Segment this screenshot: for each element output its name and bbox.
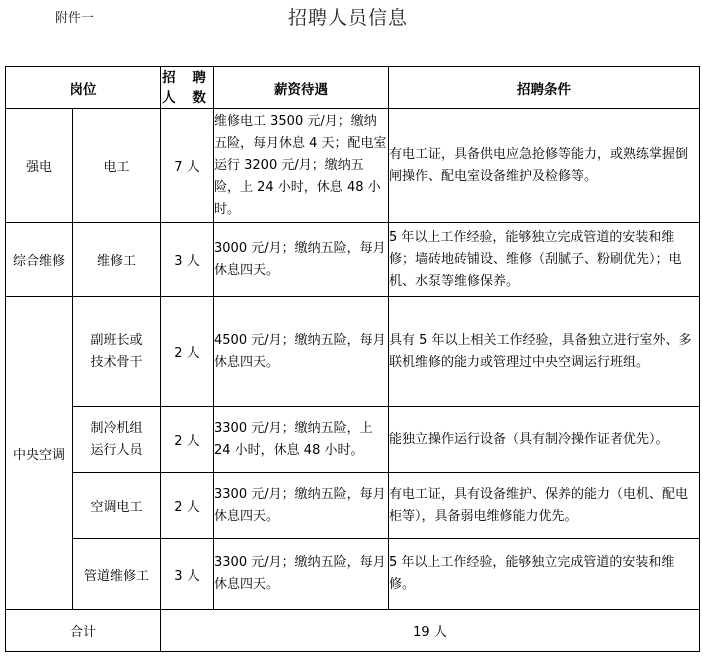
- position-cell: 管道维修工: [73, 539, 161, 610]
- count-cell: 2 人: [161, 407, 214, 473]
- count-cell: 3 人: [161, 539, 214, 610]
- salary-cell: 3000 元/月；缴纳五险，每月休息四天。: [214, 223, 389, 297]
- total-row: [6, 610, 700, 652]
- table-row: [6, 223, 700, 297]
- position-cell: [73, 407, 161, 473]
- table-row: [6, 109, 700, 223]
- recruitment-table: [5, 66, 700, 652]
- requirements-cell: 有电工证，具有设备维护、保养的能力（电机、配电柜等），具备弱电维修能力优先。: [389, 473, 700, 539]
- position-line: 运行人员: [90, 442, 143, 458]
- position-cell: 维修工: [73, 223, 161, 297]
- salary-cell: 4500 元/月；缴纳五险，每月休息四天。: [214, 297, 389, 407]
- category-cell: 中央空调: [6, 297, 73, 610]
- count-cell: 3 人: [161, 223, 214, 297]
- table-row: [6, 473, 700, 539]
- count-cell: 2 人: [161, 473, 214, 539]
- requirements-cell: 具有 5 年以上相关工作经验，具备独立进行室外、多联机维修的能力或管理过中央空调运行班组。: [389, 297, 700, 407]
- position-line: 技术骨干: [90, 354, 143, 370]
- requirements-cell: 5 年以上工作经验，能够独立完成管道的安装和维修；墙砖地砖铺设、维修（刮腻子、粉刷优先）；电机、水泵等维修保养。: [389, 223, 700, 297]
- total-value: 19 人: [161, 610, 700, 652]
- position-cell: 空调电工: [73, 473, 161, 539]
- requirements-cell: 5 年以上工作经验，能够独立完成管道的安装和维修。: [389, 539, 700, 610]
- position-cell: [73, 297, 161, 407]
- document-title: 招聘人员信息: [288, 7, 409, 29]
- requirements-cell: 有电工证，具备供电应急抢修等能力，或熟练掌握倒闸操作、配电室设备维护及检修等。: [389, 109, 700, 223]
- salary-cell: 3300 元/月；缴纳五险，上 24 小时，休息 48 小时。: [214, 407, 389, 473]
- table-row: [6, 407, 700, 473]
- header-count-line2: 人 数: [162, 89, 212, 106]
- salary-cell: 3300 元/月；缴纳五险，每月休息四天。: [214, 539, 389, 610]
- table-row: [6, 539, 700, 610]
- category-cell: 综合维修: [6, 223, 73, 297]
- count-cell: 7 人: [161, 109, 214, 223]
- position-cell: 电工: [73, 109, 161, 223]
- header-requirements: 招聘条件: [389, 67, 700, 109]
- position-line: 制冷机组: [90, 420, 143, 436]
- category-cell: 强电: [6, 109, 73, 223]
- salary-cell: 维修电工 3500 元/月；缴纳五险，每月休息 4 天；配电室运行 3200 元/月；缴纳五险，上 24 小时，休息 48 小时。: [214, 109, 389, 223]
- header-count: [161, 67, 214, 109]
- position-line: 副班长或: [90, 332, 143, 348]
- table-header-row: [6, 67, 700, 109]
- total-label: 合计: [6, 610, 161, 652]
- header-count-line1: 招 聘: [162, 69, 212, 86]
- attachment-label: 附件一: [55, 11, 95, 26]
- count-cell: 2 人: [161, 297, 214, 407]
- table-row: [6, 297, 700, 407]
- salary-cell: 3300 元/月；缴纳五险，每月休息四天。: [214, 473, 389, 539]
- header-salary: 薪资待遇: [214, 67, 389, 109]
- header-position: 岗位: [6, 67, 161, 109]
- requirements-cell: 能独立操作运行设备（具有制冷操作证者优先）。: [389, 407, 700, 473]
